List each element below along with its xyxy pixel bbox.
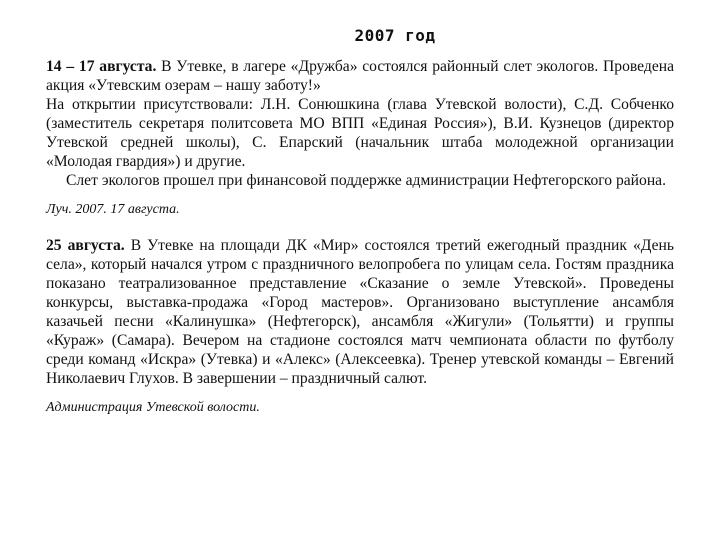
section-gap bbox=[46, 218, 674, 236]
event-paragraph-1 bbox=[46, 57, 674, 95]
document-page bbox=[46, 26, 674, 416]
page-title: 2007 год bbox=[354, 26, 436, 45]
event-date-1: 14 – 17 августа. bbox=[46, 58, 157, 75]
event-text-2: В Утевке на площади ДК «Мир» состоялся третий ежегодный праздник «День села», который начался утром с праздничного велопробега по улицам села. Гостям праздника показано театрализованное представление «Сказание о земле Утевской». Проведены конкурсы, выставка-продажа «Город мастеров». Организовано выступление ансамбля казачьей песни «Калинушка» (Нефтегорск), ансамбля «Жигули» (Тольятти) и группы «Кураж» (Самара). Вечером на стадионе состоялся матч чемпионата области по футболу среди команд «Искра» (Утевка) и «Алекс» (Алексеевка). Тренер утевской команды – Евгений Николаевич Глухов. В завершении – праздничный салют. bbox=[46, 237, 674, 387]
source-citation-1: Луч. 2007. 17 августа. bbox=[46, 202, 180, 217]
event-paragraph-2: На открытии присутствовали: Л.Н. Сонюшкина (глава Утевской волости), С.Д. Собченко (заместитель секретаря политсовета МО ВПП «Единая Россия»), В.И. Кузнецов (директор Утевской средней школы), С. Епарский (начальник штаба молодежной организации «Молодая гвардия») и другие. bbox=[46, 96, 674, 170]
event-text-1: В Утевке, в лагере «Дружба» состоялся районный слет экологов. Проведена акция «Утевским озерам – нашу заботу!» bbox=[46, 58, 675, 94]
event-paragraph-4 bbox=[46, 236, 674, 388]
source-citation-2: Администрация Утевской волости. bbox=[46, 400, 260, 415]
event-date-2: 25 августа. bbox=[46, 237, 125, 254]
event-paragraph-3: Слет экологов прошел при финансовой поддержке администрации Нефтегорского района. bbox=[66, 172, 666, 189]
